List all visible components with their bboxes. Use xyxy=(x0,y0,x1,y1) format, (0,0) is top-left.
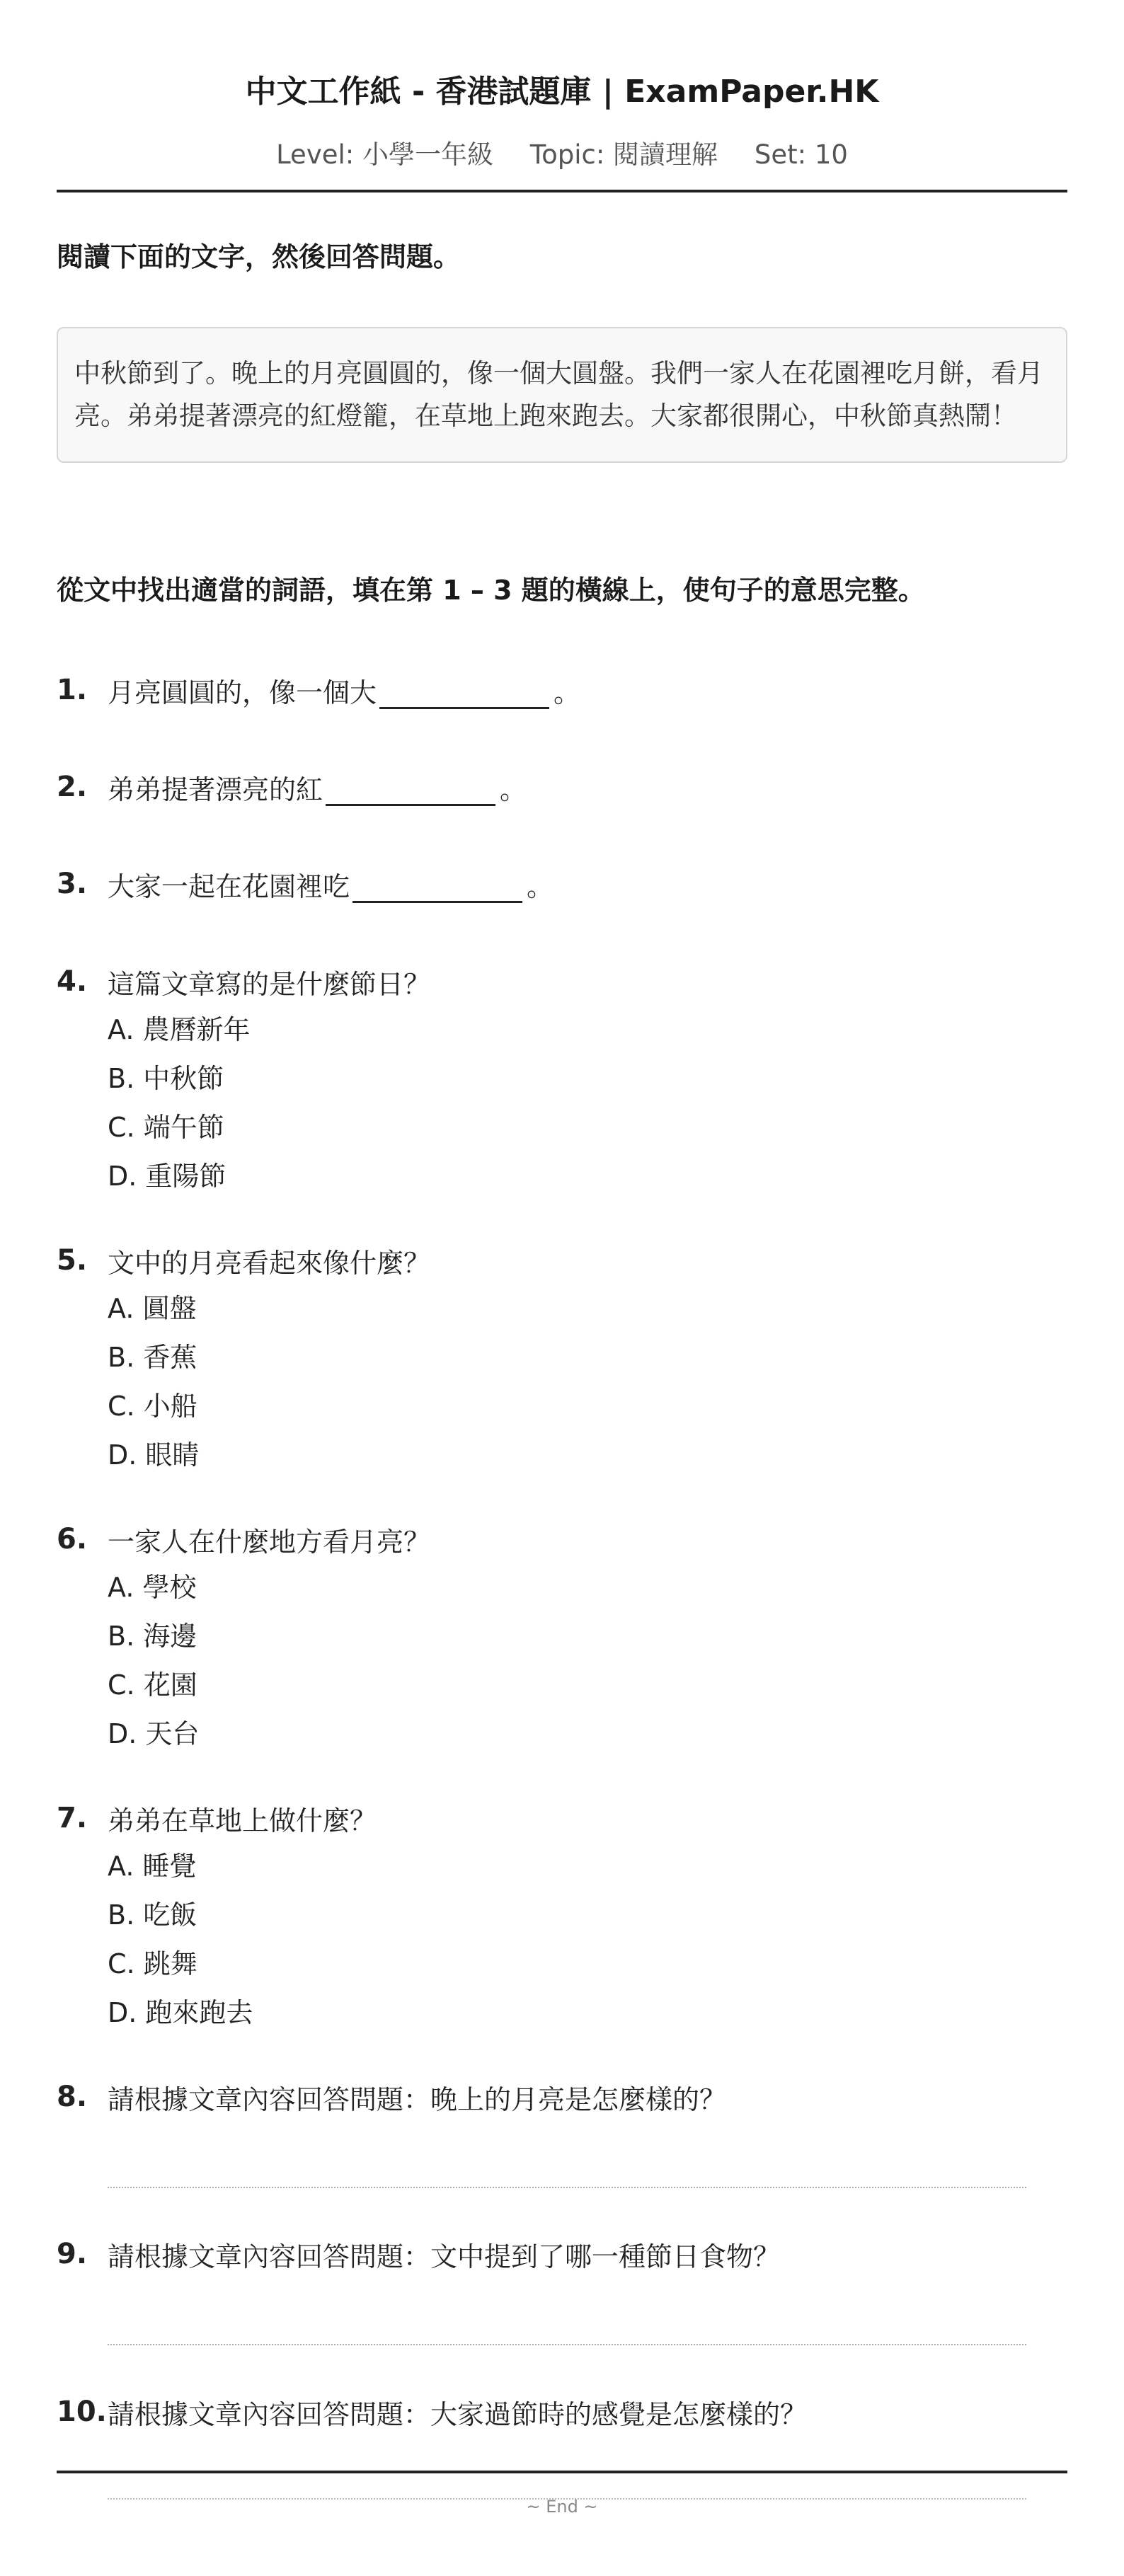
question-number: 8. xyxy=(57,2081,88,2113)
question-text: 弟弟在草地上做什麼？ xyxy=(108,1805,377,1836)
level-label: Level: 小學一年級 xyxy=(276,139,493,170)
question-number: 10. xyxy=(57,2396,107,2428)
answer-line[interactable] xyxy=(108,2187,1026,2188)
option-b[interactable]: B. 吃飯 xyxy=(108,1899,197,1931)
answer-blank[interactable] xyxy=(352,873,522,903)
question-text: 請根據文章內容回答問題：晚上的月亮是怎麼樣的？ xyxy=(108,2084,727,2115)
question-text: 文中的月亮看起來像什麼？ xyxy=(108,1248,431,1279)
question-text: 一家人在什麼地方看月亮？ xyxy=(108,1526,431,1558)
option-b[interactable]: B. 中秋節 xyxy=(108,1063,224,1094)
answer-blank[interactable] xyxy=(379,679,549,709)
answer-line[interactable] xyxy=(108,2344,1026,2345)
question-text: 弟弟提著漂亮的紅 。 xyxy=(108,774,527,805)
question-text: 請根據文章內容回答問題：文中提到了哪一種節日食物？ xyxy=(108,2241,781,2272)
option-d[interactable]: D. 眼睛 xyxy=(108,1439,200,1471)
question-number: 9. xyxy=(57,2238,88,2270)
question-text: 月亮圓圓的，像一個大 。 xyxy=(108,677,581,708)
header-divider xyxy=(57,190,1067,192)
question-text: 大家一起在花園裡吃 。 xyxy=(108,871,554,902)
question-number: 5. xyxy=(57,1244,88,1277)
fill-in-instruction: 從文中找出適當的詞語，填在第 1 – 3 題的橫線上，使句子的意思完整。 xyxy=(57,575,925,606)
answer-blank[interactable] xyxy=(326,776,495,806)
option-a[interactable]: A. 農曆新年 xyxy=(108,1014,251,1045)
option-d[interactable]: D. 天台 xyxy=(108,1718,200,1749)
topic-label: Topic: 閱讀理解 xyxy=(529,139,718,170)
set-label: Set: 10 xyxy=(754,139,848,170)
option-d[interactable]: D. 跑來跑去 xyxy=(108,1997,253,2028)
end-marker: ~ End ~ xyxy=(526,2497,598,2517)
option-d[interactable]: D. 重陽節 xyxy=(108,1161,226,1192)
worksheet-meta xyxy=(57,133,1067,171)
option-a[interactable]: A. 睡覺 xyxy=(108,1851,197,1882)
option-c[interactable]: C. 跳舞 xyxy=(108,1948,197,1979)
option-a[interactable]: A. 圓盤 xyxy=(108,1293,197,1324)
question-number: 7. xyxy=(57,1802,88,1834)
footer-divider xyxy=(57,2471,1067,2473)
question-number: 4. xyxy=(57,965,88,998)
option-c[interactable]: C. 花園 xyxy=(108,1669,197,1701)
option-c[interactable]: C. 端午節 xyxy=(108,1112,224,1143)
page-title: 中文工作紙 - 香港試題庫 | ExamPaper.HK xyxy=(245,74,879,110)
reading-instruction: 閱讀下面的文字，然後回答問題。 xyxy=(57,241,461,272)
question-number: 1. xyxy=(57,674,88,706)
question-number: 6. xyxy=(57,1523,88,1556)
option-a[interactable]: A. 學校 xyxy=(108,1572,197,1603)
question-text: 這篇文章寫的是什麼節日？ xyxy=(108,969,431,1000)
option-b[interactable]: B. 海邊 xyxy=(108,1621,197,1652)
option-c[interactable]: C. 小船 xyxy=(108,1391,197,1422)
reading-passage: 中秋節到了。晚上的月亮圓圓的，像一個大圓盤。我們一家人在花園裡吃月餅，看月亮。弟弟提著漂亮的紅燈籠，在草地上跑來跑去。大家都很開心，中秋節真熱鬧！ xyxy=(57,327,1067,463)
option-b[interactable]: B. 香蕉 xyxy=(108,1342,197,1373)
question-number: 2. xyxy=(57,771,88,803)
question-number: 3. xyxy=(57,868,88,900)
question-text: 請根據文章內容回答問題：大家過節時的感覺是怎麼樣的？ xyxy=(108,2399,808,2430)
